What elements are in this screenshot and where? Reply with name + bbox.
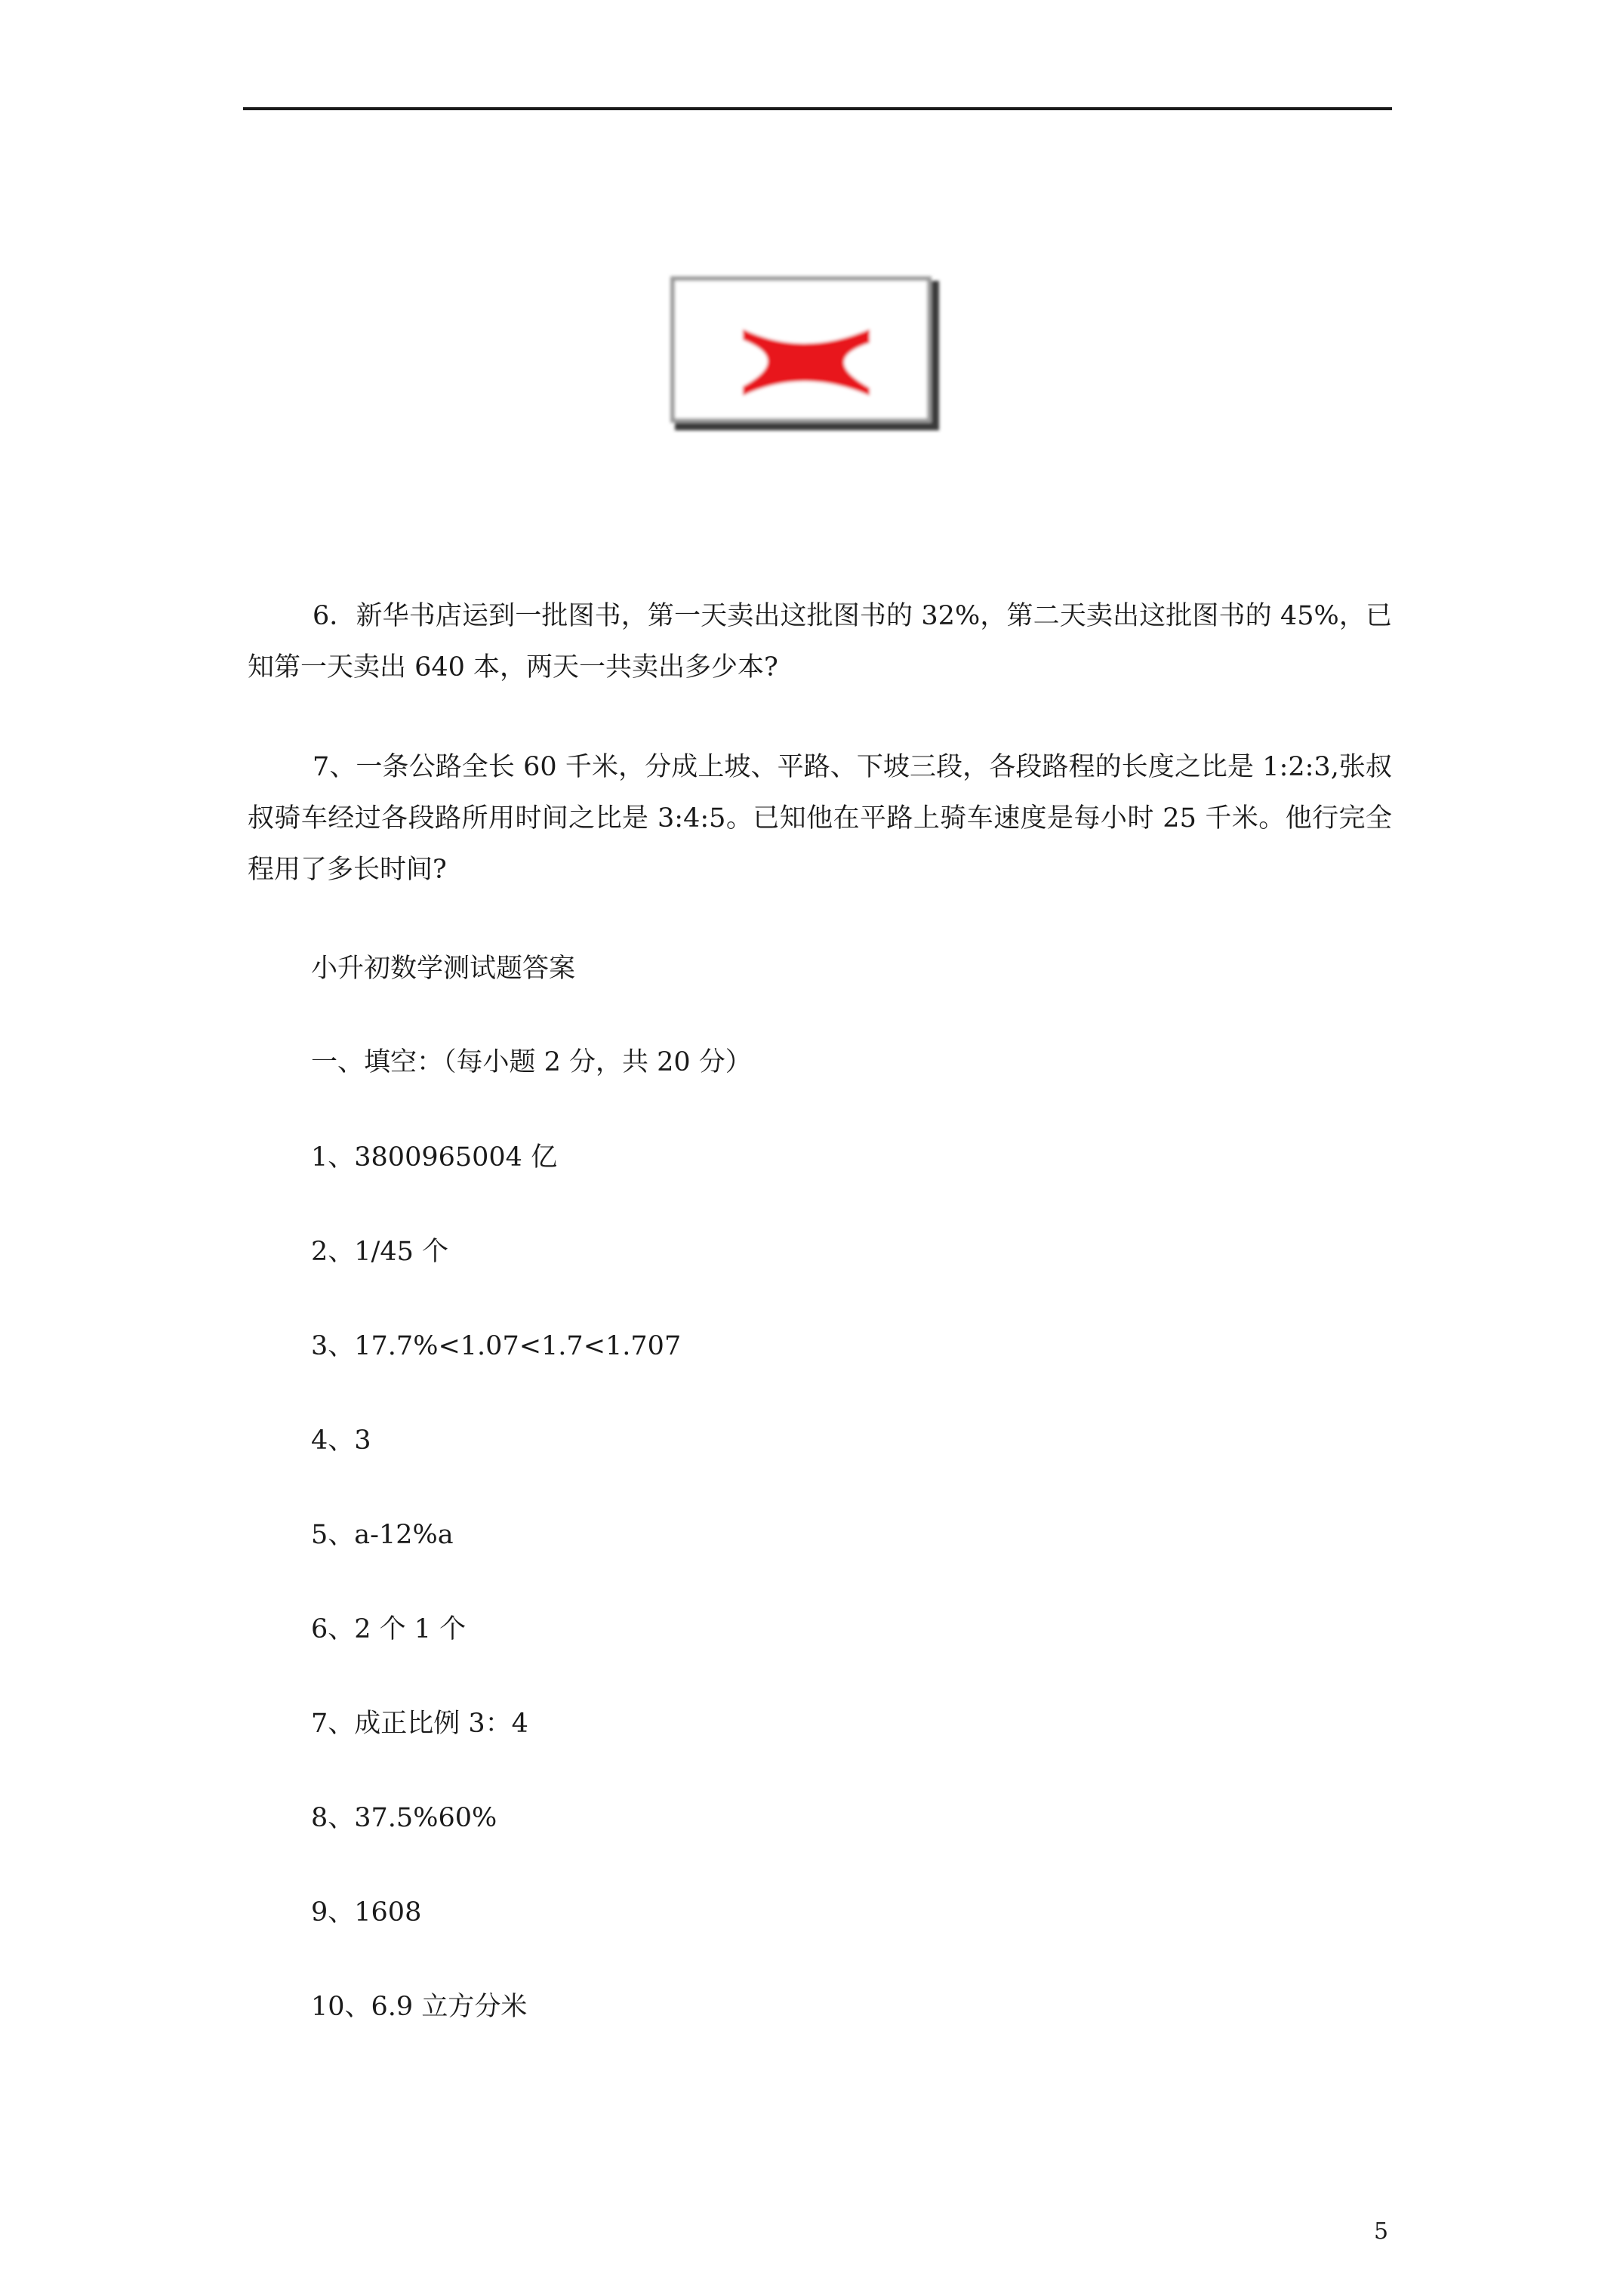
answer-item: 4、3 xyxy=(311,1425,371,1456)
answer-item: 3、17.7%<1.07<1.7<1.707 xyxy=(311,1331,682,1361)
answer-item: 7、成正比例 3：4 xyxy=(311,1709,528,1739)
answer-item: 9、1608 xyxy=(311,1897,422,1928)
header-rule xyxy=(243,107,1392,110)
broken-image-icon xyxy=(667,273,944,433)
answer-item: 1、3800965004 亿 xyxy=(311,1142,558,1173)
answer-item: 10、6.9 立方分米 xyxy=(311,1992,528,2022)
answers-section-heading: 一、填空：（每小题 2 分，共 20 分） xyxy=(311,1047,752,1077)
question-7: 7、一条公路全长 60 千米，分成上坡、平路、下坡三段，各段路程的长度之比是 1:2:3,张叔叔骑车经过各段路所用时间之比是 3:4:5。已知他在平路上骑车速度是每小时 25 千米。他行完全程用了多长时间? xyxy=(248,752,1392,885)
answer-item: 2、1/45 个 xyxy=(311,1237,448,1267)
answers-title: 小升初数学测试题答案 xyxy=(311,954,576,984)
question-6: 6．新华书店运到一批图书，第一天卖出这批图书的 32%，第二天卖出这批图书的 45%，已知第一天卖出 640 本，两天一共卖出多少本? xyxy=(248,601,1392,683)
answer-item: 6、2 个 1 个 xyxy=(311,1614,467,1644)
answer-item: 5、a-12%a xyxy=(311,1520,454,1550)
page-number: 5 xyxy=(1374,2218,1389,2245)
answer-item: 8、37.5%60% xyxy=(311,1803,497,1833)
